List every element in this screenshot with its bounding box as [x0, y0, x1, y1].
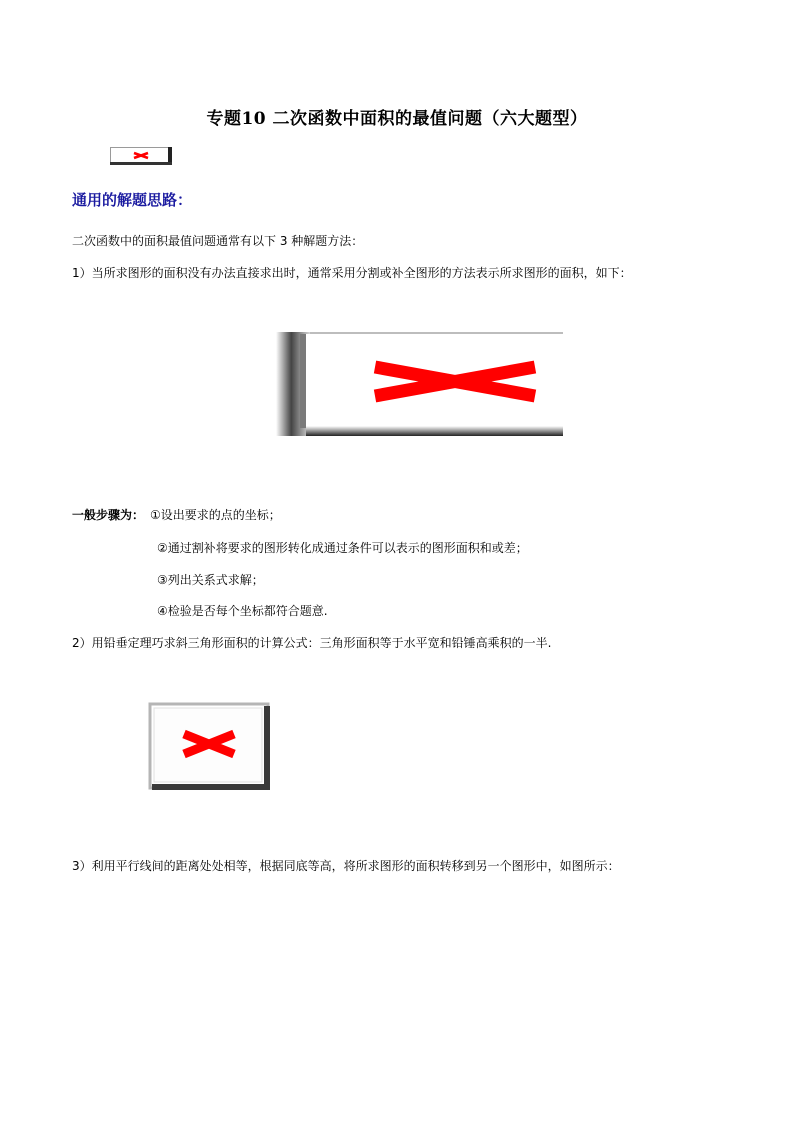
broken-image-icon [270, 332, 563, 436]
section-heading: 通用的解题思路： [72, 191, 193, 209]
step-3: ③列出关系式求解； [157, 573, 264, 587]
broken-image-icon [148, 702, 272, 792]
step-4: ④检验是否每个坐标都符合题意. [157, 604, 328, 618]
method-3-text: 3）利用平行线间的距离处处相等，根据同底等高，将所求图形的面积转移到另一个图形中，如图所示： [72, 859, 620, 873]
page-title: 专题10 二次函数中面积的最值问题（六大题型） [206, 109, 588, 129]
method-1-text: 1）当所求图形的面积没有办法直接求出时，通常采用分割或补全图形的方法表示所求图形的面积，如下： [72, 266, 632, 280]
method-2-text: 2）用铅垂定理巧求斜三角形面积的计算公式：三角形面积等于水平宽和铅锤高乘积的一半. [72, 636, 552, 650]
broken-image-icon [110, 147, 172, 165]
steps-label: 一般步骤为： [72, 508, 145, 522]
step-2: ②通过割补将要求的图形转化成通过条件可以表示的图形面积和或差； [157, 541, 528, 555]
step-1: ①设出要求的点的坐标； [150, 508, 281, 522]
intro-text: 二次函数中的面积最值问题通常有以下 3 种解题方法： [72, 234, 364, 248]
